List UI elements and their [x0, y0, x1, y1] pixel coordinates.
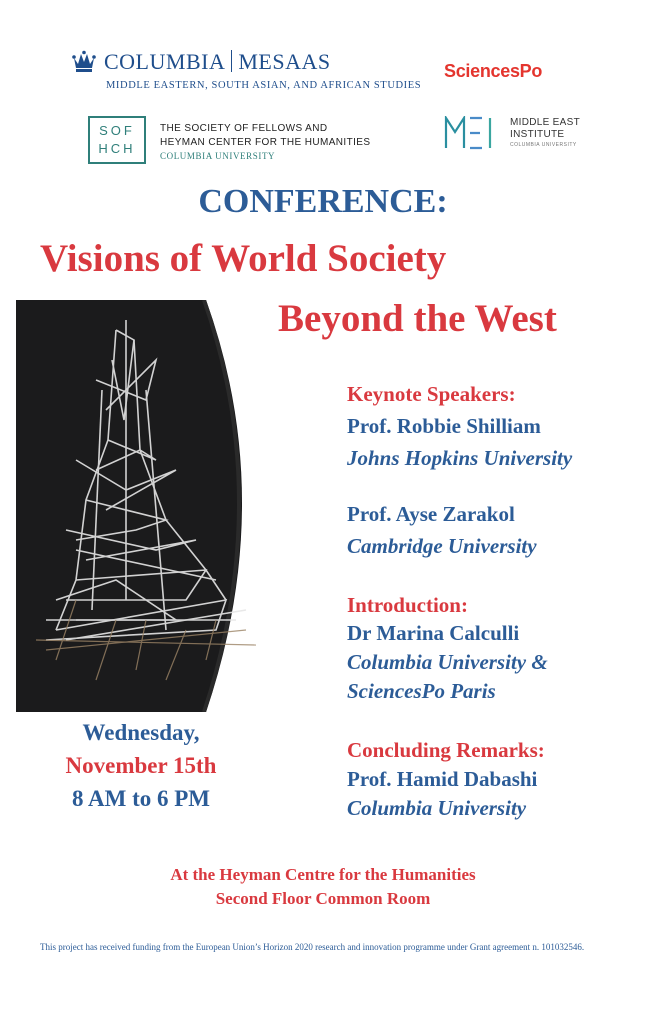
venue-line2: Second Floor Common Room: [215, 889, 431, 908]
sof-mark-line2: HCH: [98, 141, 136, 156]
funding-note: This project has received funding from the European Union’s Horizon 2020 research and innovation programme under Grant agreement n. 101032546.: [40, 942, 585, 952]
introduction-affiliation-line1: Columbia University &: [347, 650, 548, 674]
concluding-affiliation: Columbia University: [347, 796, 527, 820]
mesaas-name: MESAAS: [238, 49, 331, 74]
crown-icon: [72, 50, 96, 72]
event-date: November 15th: [65, 753, 217, 778]
sof-mark-line1: SOF: [99, 123, 135, 138]
sof-logo-line2: HEYMAN CENTER FOR THE HUMANITIES: [160, 137, 371, 148]
speaker-name: Prof. Robbie Shilliam: [347, 414, 541, 438]
keynote-heading: Keynote Speakers:: [347, 382, 516, 406]
introduction-affiliation-line2: SciencesPo Paris: [347, 679, 496, 703]
concluding-name: Prof. Hamid Dabashi: [347, 767, 538, 791]
columbia-logo-text: [104, 50, 331, 74]
sof-hch-logo-mark: [88, 116, 146, 164]
mesaas-subtitle: MIDDLE EASTERN, SOUTH ASIAN, AND AFRICAN STUDIES: [106, 80, 422, 91]
speaker-affiliation: Johns Hopkins University: [347, 446, 573, 470]
event-day: Wednesday,: [82, 720, 200, 745]
speaker-affiliation: Cambridge University: [347, 534, 537, 558]
columbia-name: COLUMBIA: [104, 49, 226, 74]
event-time: 8 AM to 6 PM: [72, 786, 210, 811]
sof-logo-line1: THE SOCIETY OF FELLOWS AND: [160, 123, 328, 134]
sculpture-image: [16, 300, 268, 712]
speaker-name: Prof. Ayse Zarakol: [347, 502, 515, 526]
concluding-heading: Concluding Remarks:: [347, 738, 545, 762]
introduction-name: Dr Marina Calculli: [347, 621, 520, 645]
sciencespo-logo: SciencesPo: [444, 61, 543, 81]
mei-logo-line2: INSTITUTE: [510, 129, 565, 140]
mei-logo-line3: COLUMBIA UNIVERSITY: [510, 142, 577, 148]
logo-divider: [231, 50, 232, 72]
introduction-heading: Introduction:: [347, 593, 468, 617]
venue-line1: At the Heyman Centre for the Humanities: [170, 865, 476, 884]
mei-logo-line1: MIDDLE EAST: [510, 117, 580, 128]
conference-label: CONFERENCE:: [198, 183, 448, 220]
title-line1: Visions of World Society: [40, 237, 447, 280]
mei-logo-icon: [444, 116, 502, 150]
sof-logo-line3: COLUMBIA UNIVERSITY: [160, 151, 276, 161]
title-line2: Beyond the West: [278, 297, 557, 340]
